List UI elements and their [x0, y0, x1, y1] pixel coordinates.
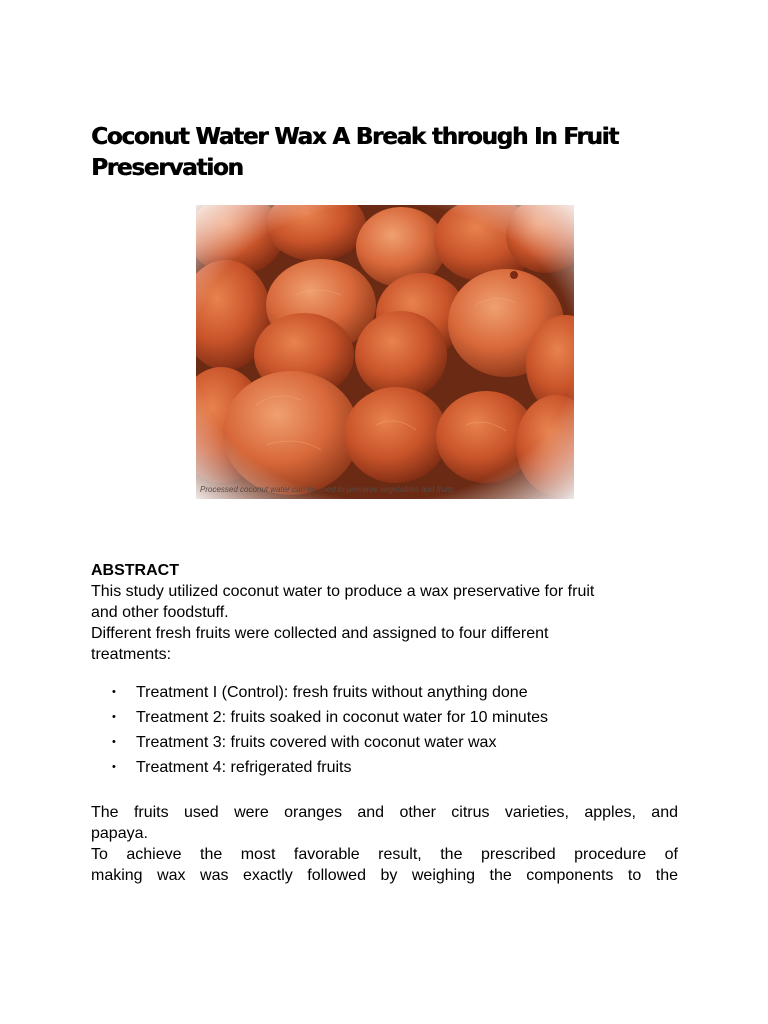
list-item	[91, 732, 678, 757]
list-item	[91, 707, 678, 732]
list-item-text: Treatment 2: fruits soaked in coconut water for 10 minutes	[136, 709, 549, 726]
figure-caption: Processed coconut water can be used to preserve vegetables and fruits.	[200, 485, 457, 494]
bullet-icon: •	[112, 686, 116, 698]
paragraph-line: and other foodstuff.	[91, 604, 229, 621]
treatments-intro-paragraph	[91, 623, 678, 665]
bullet-icon: •	[112, 711, 116, 723]
fruits-paragraph	[91, 802, 678, 844]
bullet-icon: •	[112, 736, 116, 748]
bullet-icon: •	[112, 761, 116, 773]
paragraph-line: papaya.	[91, 825, 148, 842]
list-item-text: Treatment 4: refrigerated fruits	[136, 759, 352, 776]
list-item	[91, 757, 678, 782]
coconut-photo-graphic	[196, 205, 574, 499]
list-item	[91, 682, 678, 707]
abstract-heading: ABSTRACT	[91, 562, 179, 579]
procedure-paragraph	[91, 844, 678, 886]
treatments-list	[91, 682, 678, 782]
coconut-photo	[196, 205, 574, 499]
list-item-text: Treatment I (Control): fresh fruits without anything done	[136, 684, 528, 701]
paragraph-line: The fruits used were oranges and other citrus varieties, apples, and	[91, 804, 678, 821]
list-item-text: Treatment 3: fruits covered with coconut water wax	[136, 734, 497, 751]
paragraph-line: treatments:	[91, 646, 172, 663]
document-title: Coconut Water Wax A Break through In Fruit Preservation	[91, 124, 619, 181]
paragraph-line: This study utilized coconut water to produce a wax preservative for fruit	[91, 583, 595, 600]
abstract-paragraph	[91, 581, 678, 623]
paragraph-line: making wax was exactly followed by weighing the components to the	[91, 867, 678, 884]
paragraph-line: Different fresh fruits were collected and assigned to four different	[91, 625, 549, 642]
paragraph-line: To achieve the most favorable result, the prescribed procedure of	[91, 846, 678, 863]
